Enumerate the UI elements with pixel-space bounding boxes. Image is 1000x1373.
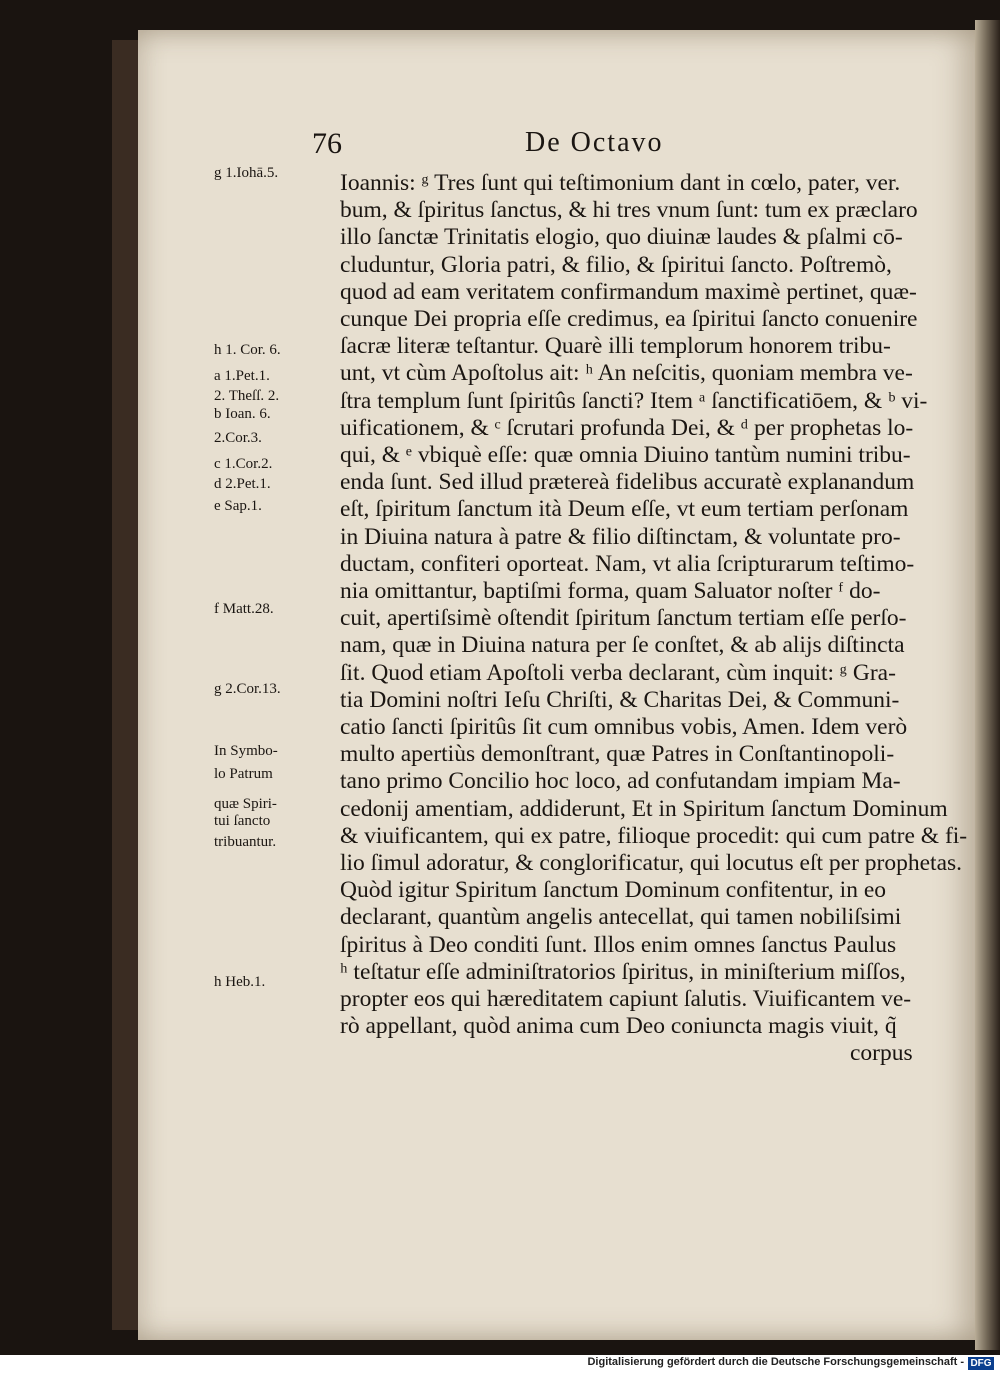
body-line: tia Domini noſtri Ieſu Chriſti, & Charitas Dei, & Communi- [340, 686, 900, 713]
body-line: quod ad eam veritatem confirmandum maximè pertinet, quæ- [340, 278, 917, 305]
body-line: Quòd igitur Spiritum ſanctum Dominum confitentur, in eo [340, 877, 887, 904]
body-line: Ioannis: ᵍ Tres ſunt qui teſtimonium dant in cœlo, pater, ver. [340, 170, 901, 196]
body-line: nam, quæ in Diuina natura per ſe conſtet, & ab alijs diſtincta [340, 632, 905, 659]
body-line: corpus [850, 1040, 913, 1067]
margin-note: e Sap.1. [214, 498, 262, 514]
funding-credit: Digitalisierung gefördert durch die Deutsche Forschungsgemeinschaft - [587, 1356, 964, 1368]
margin-note: tui ſancto [214, 813, 271, 829]
body-line: ſit. Quod etiam Apoſtoli verba declarant, cùm inquit: ᵍ Gra- [340, 659, 896, 686]
body-line: cluduntur, Gloria patri, & filio, & ſpiritui ſancto. Poſtremò, [340, 251, 892, 278]
margin-note: 2.Cor.3. [214, 430, 262, 446]
page-right-edge [975, 20, 1000, 1350]
body-line: lio ſimul adoratur, & conglorificatur, qui locutus eſt per prophetas. [340, 850, 963, 876]
margin-note: a 1.Pet.1. [214, 368, 270, 384]
margin-note: d 2.Pet.1. [214, 476, 271, 492]
body-line: catio ſancti ſpiritûs ſit cum omnibus vobis, Amen. Idem verò [340, 714, 908, 740]
body-line: rò appellant, quòd anima cum Deo coniuncta magis viuit, q̃ [340, 1013, 897, 1040]
body-line: unt, vt cùm Apoſtolus ait: ʰ An neſcitis, quoniam membra ve- [340, 360, 913, 387]
body-line: enda ſunt. Sed illud prætereà fidelibus accuratè explanandum [340, 469, 915, 496]
body-line: ſpiritus à Deo conditi ſunt. Illos enim omnes ſanctus Paulus [340, 931, 897, 958]
margin-note: In Symbo- [214, 743, 278, 759]
margin-note: lo Patrum [214, 766, 273, 782]
body-line: propter eos qui hæreditatem capiunt ſalutis. Viuificantem ve- [340, 986, 912, 1012]
margin-note: g 2.Cor.13. [214, 681, 281, 697]
margin-note: quæ Spiri- [214, 796, 277, 812]
body-line: illo ſanctæ Trinitatis elogio, quo diuinæ laudes & pſalmi cō- [340, 224, 903, 251]
body-line: ſacræ literæ teſtantur. Quarè illi templorum honorem tribu- [340, 333, 891, 360]
margin-note: b Ioan. 6. [214, 406, 271, 422]
running-title: De Octavo [525, 127, 664, 158]
margin-note: h Heb.1. [214, 974, 266, 990]
body-line: ductam, confiteri oporteat. Nam, vt alia ſcripturarum teſtimo- [340, 550, 915, 577]
page-binding-edge [112, 40, 140, 1330]
body-line: multo apertiùs demonſtrant, quæ Patres in Conſtantinopoli- [340, 741, 895, 768]
body-line: ʰ teſtatur eſſe adminiſtratorios ſpiritus, in miniſterium miſſos, [340, 958, 906, 985]
body-line: qui, & ᵉ vbiquè eſſe: quæ omnia Diuino tantùm numini tribu- [340, 442, 911, 468]
body-line: tano primo Concilio hoc loco, ad confutandam impiam Ma- [340, 768, 901, 795]
body-line: ſtra templum ſunt ſpiritûs ſancti? Item ᵃ ſanctificatiōem, & ᵇ vi- [340, 387, 928, 414]
body-line: eſt, ſpiritum ſanctum ità Deum eſſe, vt eum tertiam perſonam [340, 496, 909, 523]
margin-note: c 1.Cor.2. [214, 456, 273, 472]
margin-note: f Matt.28. [214, 601, 274, 617]
body-line: cuit, apertiſsimè oſtendit ſpiritum ſanctum tertiam eſſe perſo- [340, 605, 907, 632]
margin-note: g 1.Iohā.5. [214, 165, 279, 181]
page-number: 76 [312, 127, 342, 160]
margin-note: 2. Theſſ. 2. [214, 388, 280, 404]
body-line: cedonij amentiam, addiderunt, Et in Spiritum ſanctum Dominum [340, 795, 948, 822]
body-line: & viuificantem, qui ex patre, filioque procedit: qui cum patre & fi- [340, 822, 968, 849]
body-line: in Diuina natura à patre & filio diſtinctam, & voluntate pro- [340, 523, 901, 550]
body-line: declarant, quantùm angelis antecellat, qui tamen nobiliſsimi [340, 904, 902, 931]
body-line: bum, & ſpiritus ſanctus, & hi tres vnum ſunt: tum ex præclaro [340, 197, 918, 224]
body-line: uificationem, & ᶜ ſcrutari profunda Dei, & ᵈ per prophetas lo- [340, 414, 914, 441]
body-line: nia omittantur, baptiſmi forma, quam Saluator noſter ᶠ do- [340, 578, 881, 604]
margin-note: h 1. Cor. 6. [214, 342, 281, 358]
dfg-logo: DFG [968, 1357, 994, 1370]
margin-note: tribuantur. [214, 834, 277, 850]
body-line: cunque Dei propria eſſe credimus, ea ſpiritui ſancto conuenire [340, 306, 918, 332]
